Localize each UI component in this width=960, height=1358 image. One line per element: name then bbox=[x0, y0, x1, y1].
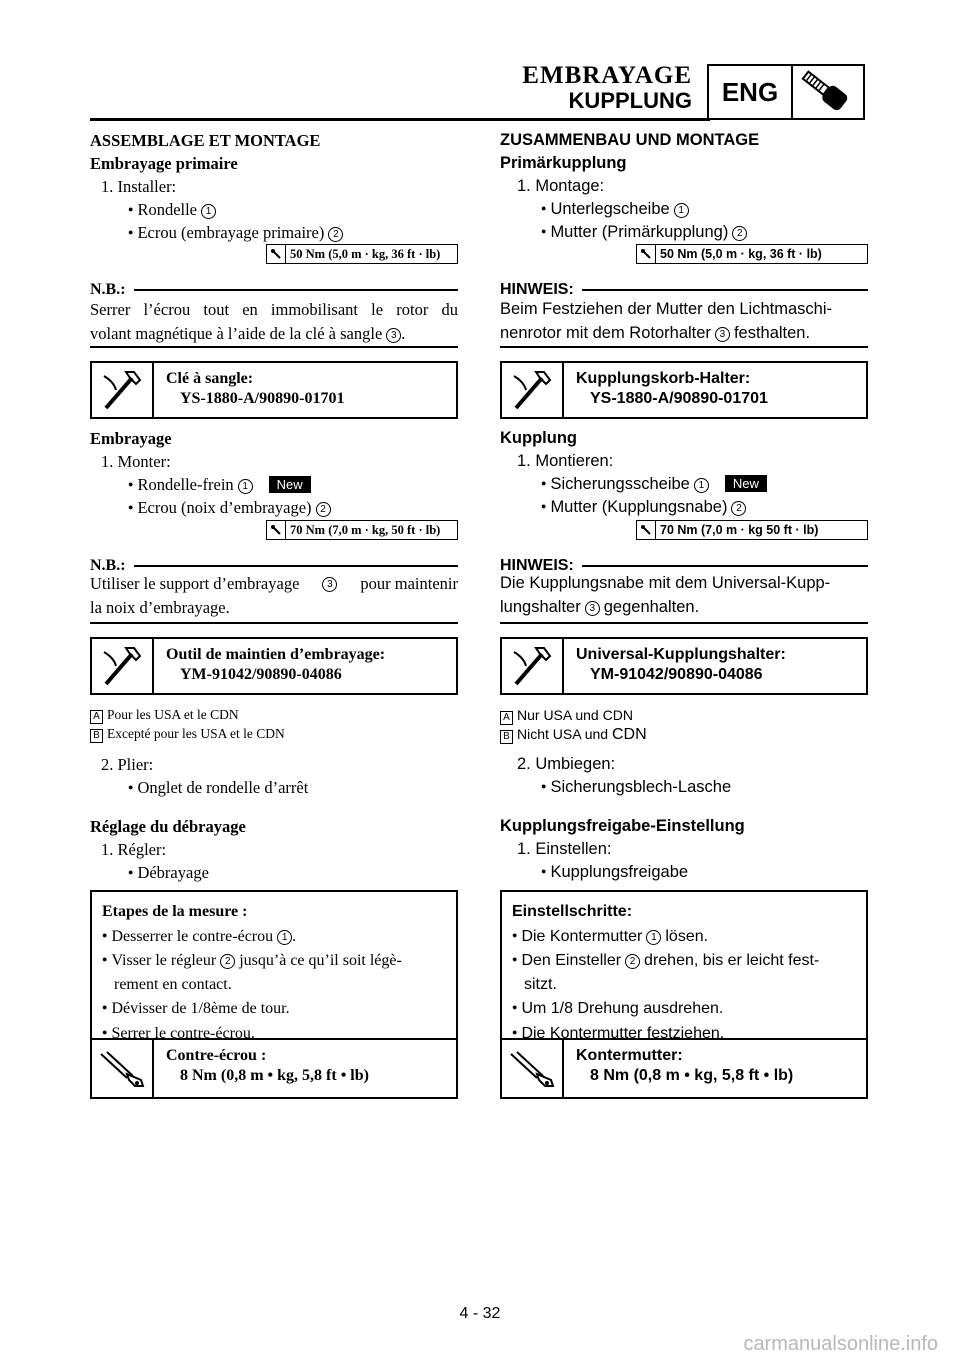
callout-number: 1 bbox=[277, 930, 292, 945]
section-title-fr: EMBRAYAGE bbox=[522, 62, 692, 89]
tightening-spec bbox=[502, 1040, 866, 1097]
chapter-label: ENG bbox=[709, 66, 793, 118]
tightening-spec bbox=[92, 1040, 456, 1097]
callout-number: 1 bbox=[201, 204, 216, 219]
torque-spec bbox=[636, 244, 868, 264]
torque-wrench-icon bbox=[92, 1040, 154, 1097]
note-rule bbox=[134, 289, 458, 291]
wrench-tool-icon bbox=[92, 363, 154, 417]
bullet-text: Kupplungsfreigabe bbox=[550, 863, 689, 881]
note-text-part: nenrotor mit dem Rotorhalter bbox=[500, 324, 711, 342]
bullet-item bbox=[541, 200, 689, 219]
bullet-item bbox=[128, 475, 311, 495]
engine-bolt-icon bbox=[793, 66, 863, 118]
wrench-tool-icon bbox=[502, 639, 564, 693]
region-note-text: Excepté pour les USA et le CDN bbox=[107, 726, 285, 741]
step-text: Um 1/8 Drehung ausdrehen. bbox=[521, 1000, 724, 1018]
note-rule bbox=[582, 565, 868, 567]
tool-text bbox=[154, 363, 344, 417]
special-tool-box bbox=[500, 361, 868, 419]
note-label: HINWEIS: bbox=[500, 557, 574, 574]
section-title-de: KUPPLUNG bbox=[568, 88, 692, 113]
torque-spec bbox=[266, 244, 458, 264]
region-note bbox=[90, 726, 285, 743]
bullet-text: Mutter (Kupplungsnabe) bbox=[550, 498, 728, 516]
step-install: 1. Montage: bbox=[517, 177, 605, 195]
region-note-text: Nicht USA und bbox=[517, 726, 609, 742]
note-text-part: gegenhalten. bbox=[603, 598, 700, 616]
tool-text bbox=[564, 639, 786, 693]
spec-value: 8 Nm (0,8 m • kg, 5,8 ft • lb) bbox=[180, 1067, 369, 1084]
note-text: volant magnétique à l’aide de la clé à sangle 3 . bbox=[90, 324, 406, 343]
spec-text bbox=[154, 1040, 369, 1097]
note-text: la noix d’embrayage. bbox=[90, 598, 230, 617]
tool-part-number: YM-91042/90890-04086 bbox=[590, 666, 763, 683]
note-rule bbox=[134, 565, 458, 567]
bullet-item bbox=[541, 223, 747, 242]
step-text: sitzt. bbox=[524, 975, 557, 993]
step-text: Die Kontermutter bbox=[521, 927, 643, 945]
callout-number: 3 bbox=[322, 577, 337, 592]
measurement-step bbox=[512, 924, 856, 949]
note-text-part: festhalten. bbox=[733, 324, 811, 342]
step-install: 1. Installer: bbox=[101, 177, 177, 196]
note-text-part: Utiliser le support d’embrayage bbox=[90, 574, 300, 593]
new-part-badge: New bbox=[725, 475, 767, 492]
note-header bbox=[90, 556, 458, 576]
special-tool-box bbox=[500, 637, 868, 695]
step-bend: 2. Plier: bbox=[101, 755, 154, 774]
region-letter: B bbox=[90, 729, 103, 743]
torque-wrench-icon bbox=[637, 245, 656, 263]
step-text: Dévisser de 1/8ème de tour. bbox=[111, 1000, 290, 1018]
tool-text bbox=[564, 363, 768, 417]
step-bend: 2. Umbiegen: bbox=[517, 755, 616, 773]
measurement-steps bbox=[92, 892, 456, 1040]
region-note bbox=[500, 726, 647, 744]
bullet-item bbox=[128, 200, 216, 220]
torque-value: 70 Nm (7,0 m · kg, 50 ft · lb) bbox=[290, 522, 441, 537]
subheading-clutch: Embrayage bbox=[90, 429, 172, 448]
note-end-rule bbox=[90, 622, 458, 624]
bullet-item bbox=[541, 475, 767, 494]
callout-number: 1 bbox=[646, 930, 661, 945]
note-text bbox=[500, 598, 699, 617]
bullet-item bbox=[541, 498, 746, 517]
header-rule bbox=[90, 118, 710, 121]
measurement-step bbox=[512, 996, 856, 1021]
step-adjust: 1. Einstellen: bbox=[517, 840, 612, 858]
spec-value: 8 Nm (0,8 m • kg, 5,8 ft • lb) bbox=[590, 1067, 794, 1084]
bullet-item bbox=[128, 863, 209, 883]
note-label: N.B.: bbox=[90, 281, 126, 298]
bullet-text: Mutter (Primärkupplung) bbox=[550, 223, 729, 241]
note-text bbox=[90, 574, 458, 594]
section-heading: ASSEMBLAGE ET MONTAGE bbox=[90, 131, 321, 150]
torque-wrench-icon bbox=[502, 1040, 564, 1097]
note-text-part: volant magnétique à l’aide de la clé à sangle bbox=[90, 324, 383, 343]
measurement-steps-box bbox=[500, 890, 868, 1099]
bullet-text: Onglet de rondelle d’arrêt bbox=[137, 778, 309, 797]
step-text: Visser le régleur bbox=[111, 952, 217, 970]
bullet-item bbox=[541, 863, 688, 882]
note-header bbox=[500, 280, 868, 300]
spec-name: Kontermutter: bbox=[576, 1047, 683, 1064]
note-text-part: lungshalter bbox=[500, 598, 581, 616]
callout-number: 2 bbox=[625, 954, 640, 969]
callout-number: 3 bbox=[715, 327, 730, 342]
bullet-text: Ecrou (noix d’embrayage) bbox=[137, 498, 312, 517]
bullet-item bbox=[128, 498, 331, 518]
spec-name: Contre-écrou : bbox=[166, 1047, 267, 1064]
subheading-primary-clutch: Embrayage primaire bbox=[90, 154, 238, 173]
step-text: drehen, bis er leicht fest- bbox=[644, 952, 820, 970]
torque-spec bbox=[636, 520, 868, 540]
step-text: rement en contact. bbox=[114, 975, 232, 993]
torque-value: 50 Nm (5,0 m · kg, 36 ft · lb) bbox=[660, 247, 822, 261]
region-note-text: CDN bbox=[611, 726, 647, 743]
subheading-adjustment: Réglage du débrayage bbox=[90, 817, 246, 836]
tool-name: Universal-Kupplungshalter: bbox=[576, 646, 786, 663]
subheading-clutch: Kupplung bbox=[500, 429, 577, 447]
note-text-part: pour maintenir bbox=[360, 574, 458, 593]
bullet-text: Rondelle bbox=[137, 200, 198, 219]
torque-value: 50 Nm (5,0 m · kg, 36 ft · lb) bbox=[290, 246, 441, 261]
note-end-rule bbox=[90, 346, 458, 348]
callout-number: 2 bbox=[220, 954, 235, 969]
tool-name: Kupplungskorb-Halter: bbox=[576, 370, 751, 387]
note-header bbox=[500, 556, 868, 576]
torque-value: 70 Nm (7,0 m · kg 50 ft · lb) bbox=[660, 523, 819, 537]
torque-wrench-icon bbox=[267, 245, 286, 263]
measurement-step bbox=[512, 948, 856, 973]
step-text: Serrer le contre-écrou. bbox=[111, 1024, 255, 1042]
callout-number: 1 bbox=[694, 478, 709, 493]
step-text: Die Kontermutter festziehen. bbox=[521, 1024, 725, 1042]
step-text: Desserrer le contre-écrou bbox=[111, 927, 274, 945]
callout-number: 1 bbox=[674, 203, 689, 218]
tool-part-number: YS-1880-A/90890-01701 bbox=[180, 390, 345, 407]
subheading-primary-clutch: Primärkupplung bbox=[500, 154, 627, 172]
note-text: Beim Festziehen der Mutter den Lichtmaschi- bbox=[500, 300, 832, 318]
note-end-rule bbox=[500, 622, 868, 624]
spec-text bbox=[564, 1040, 793, 1097]
special-tool-box bbox=[90, 361, 458, 419]
step-text: jusqu’à ce qu’il soit légè- bbox=[239, 952, 402, 970]
step-mount: 1. Montieren: bbox=[517, 452, 614, 470]
measurement-steps bbox=[502, 892, 866, 1040]
measurement-step bbox=[102, 996, 446, 1021]
region-note bbox=[90, 707, 239, 724]
wrench-tool-icon bbox=[92, 639, 154, 693]
step-text: lösen. bbox=[665, 927, 709, 945]
measurement-title: Einstellschritte: bbox=[512, 903, 633, 920]
torque-wrench-icon bbox=[637, 521, 656, 539]
measurement-step bbox=[102, 948, 446, 973]
note-text: Serrer l’écrou tout en immobilisant le rotor du bbox=[90, 300, 458, 319]
note-text bbox=[500, 324, 810, 343]
callout-number: 2 bbox=[316, 502, 331, 517]
region-letter: A bbox=[90, 710, 103, 724]
torque-spec bbox=[266, 520, 458, 540]
bullet-text: Sicherungsscheibe bbox=[550, 475, 690, 493]
callout-number: 1 bbox=[238, 479, 253, 494]
tool-part-number: YS-1880-A/90890-01701 bbox=[590, 390, 768, 407]
callout-number: 2 bbox=[731, 501, 746, 516]
bullet-item bbox=[128, 223, 343, 243]
step-adjust: 1. Régler: bbox=[101, 840, 167, 859]
note-label: N.B.: bbox=[90, 557, 126, 574]
note-header bbox=[90, 280, 458, 300]
bullet-text: Rondelle-frein bbox=[137, 475, 234, 494]
torque-wrench-icon bbox=[267, 521, 286, 539]
note-rule bbox=[582, 289, 868, 291]
measurement-step: ● Desserrer le contre-écrou 1 . bbox=[102, 924, 446, 949]
callout-number: 3 bbox=[585, 601, 600, 616]
region-letter: B bbox=[500, 730, 513, 744]
step-text: Den Einsteller bbox=[521, 952, 622, 970]
note-end-rule bbox=[500, 346, 868, 348]
note-label: HINWEIS: bbox=[500, 281, 574, 298]
tool-part-number: YM-91042/90890-04086 bbox=[180, 666, 342, 683]
bullet-text: Ecrou (embrayage primaire) bbox=[137, 223, 325, 242]
bullet-text: Débrayage bbox=[137, 863, 209, 882]
bullet-item bbox=[128, 778, 308, 798]
measurement-title: Etapes de la mesure : bbox=[102, 903, 248, 920]
special-tool-box bbox=[90, 637, 458, 695]
tool-name: Outil de maintien d’embrayage: bbox=[166, 646, 386, 663]
tool-name: Clé à sangle: bbox=[166, 370, 254, 387]
region-note-text: Pour les USA et le CDN bbox=[107, 707, 239, 722]
bullet-item bbox=[541, 778, 731, 797]
section-heading: ZUSAMMENBAU UND MONTAGE bbox=[500, 131, 760, 149]
watermark: carmanualsonline.info bbox=[743, 1333, 938, 1355]
step-mount: 1. Monter: bbox=[101, 452, 171, 471]
new-part-badge: New bbox=[269, 476, 311, 493]
chapter-badge bbox=[707, 64, 865, 120]
callout-number: 3 bbox=[386, 328, 401, 343]
bullet-text: Sicherungsblech-Lasche bbox=[550, 778, 732, 796]
region-note-text: Nur USA und CDN bbox=[517, 707, 633, 723]
tool-text bbox=[154, 639, 385, 693]
region-note bbox=[500, 707, 633, 725]
bullet-text: Unterlegscheibe bbox=[550, 200, 670, 218]
region-letter: A bbox=[500, 711, 513, 725]
subheading-adjustment: Kupplungsfreigabe-Einstellung bbox=[500, 817, 745, 835]
wrench-tool-icon bbox=[502, 363, 564, 417]
page-number: 4 - 32 bbox=[459, 1305, 501, 1322]
note-text: Die Kupplungsnabe mit dem Universal-Kupp- bbox=[500, 574, 831, 592]
measurement-steps-box bbox=[90, 890, 458, 1099]
callout-number: 2 bbox=[732, 226, 747, 241]
callout-number: 2 bbox=[328, 227, 343, 242]
